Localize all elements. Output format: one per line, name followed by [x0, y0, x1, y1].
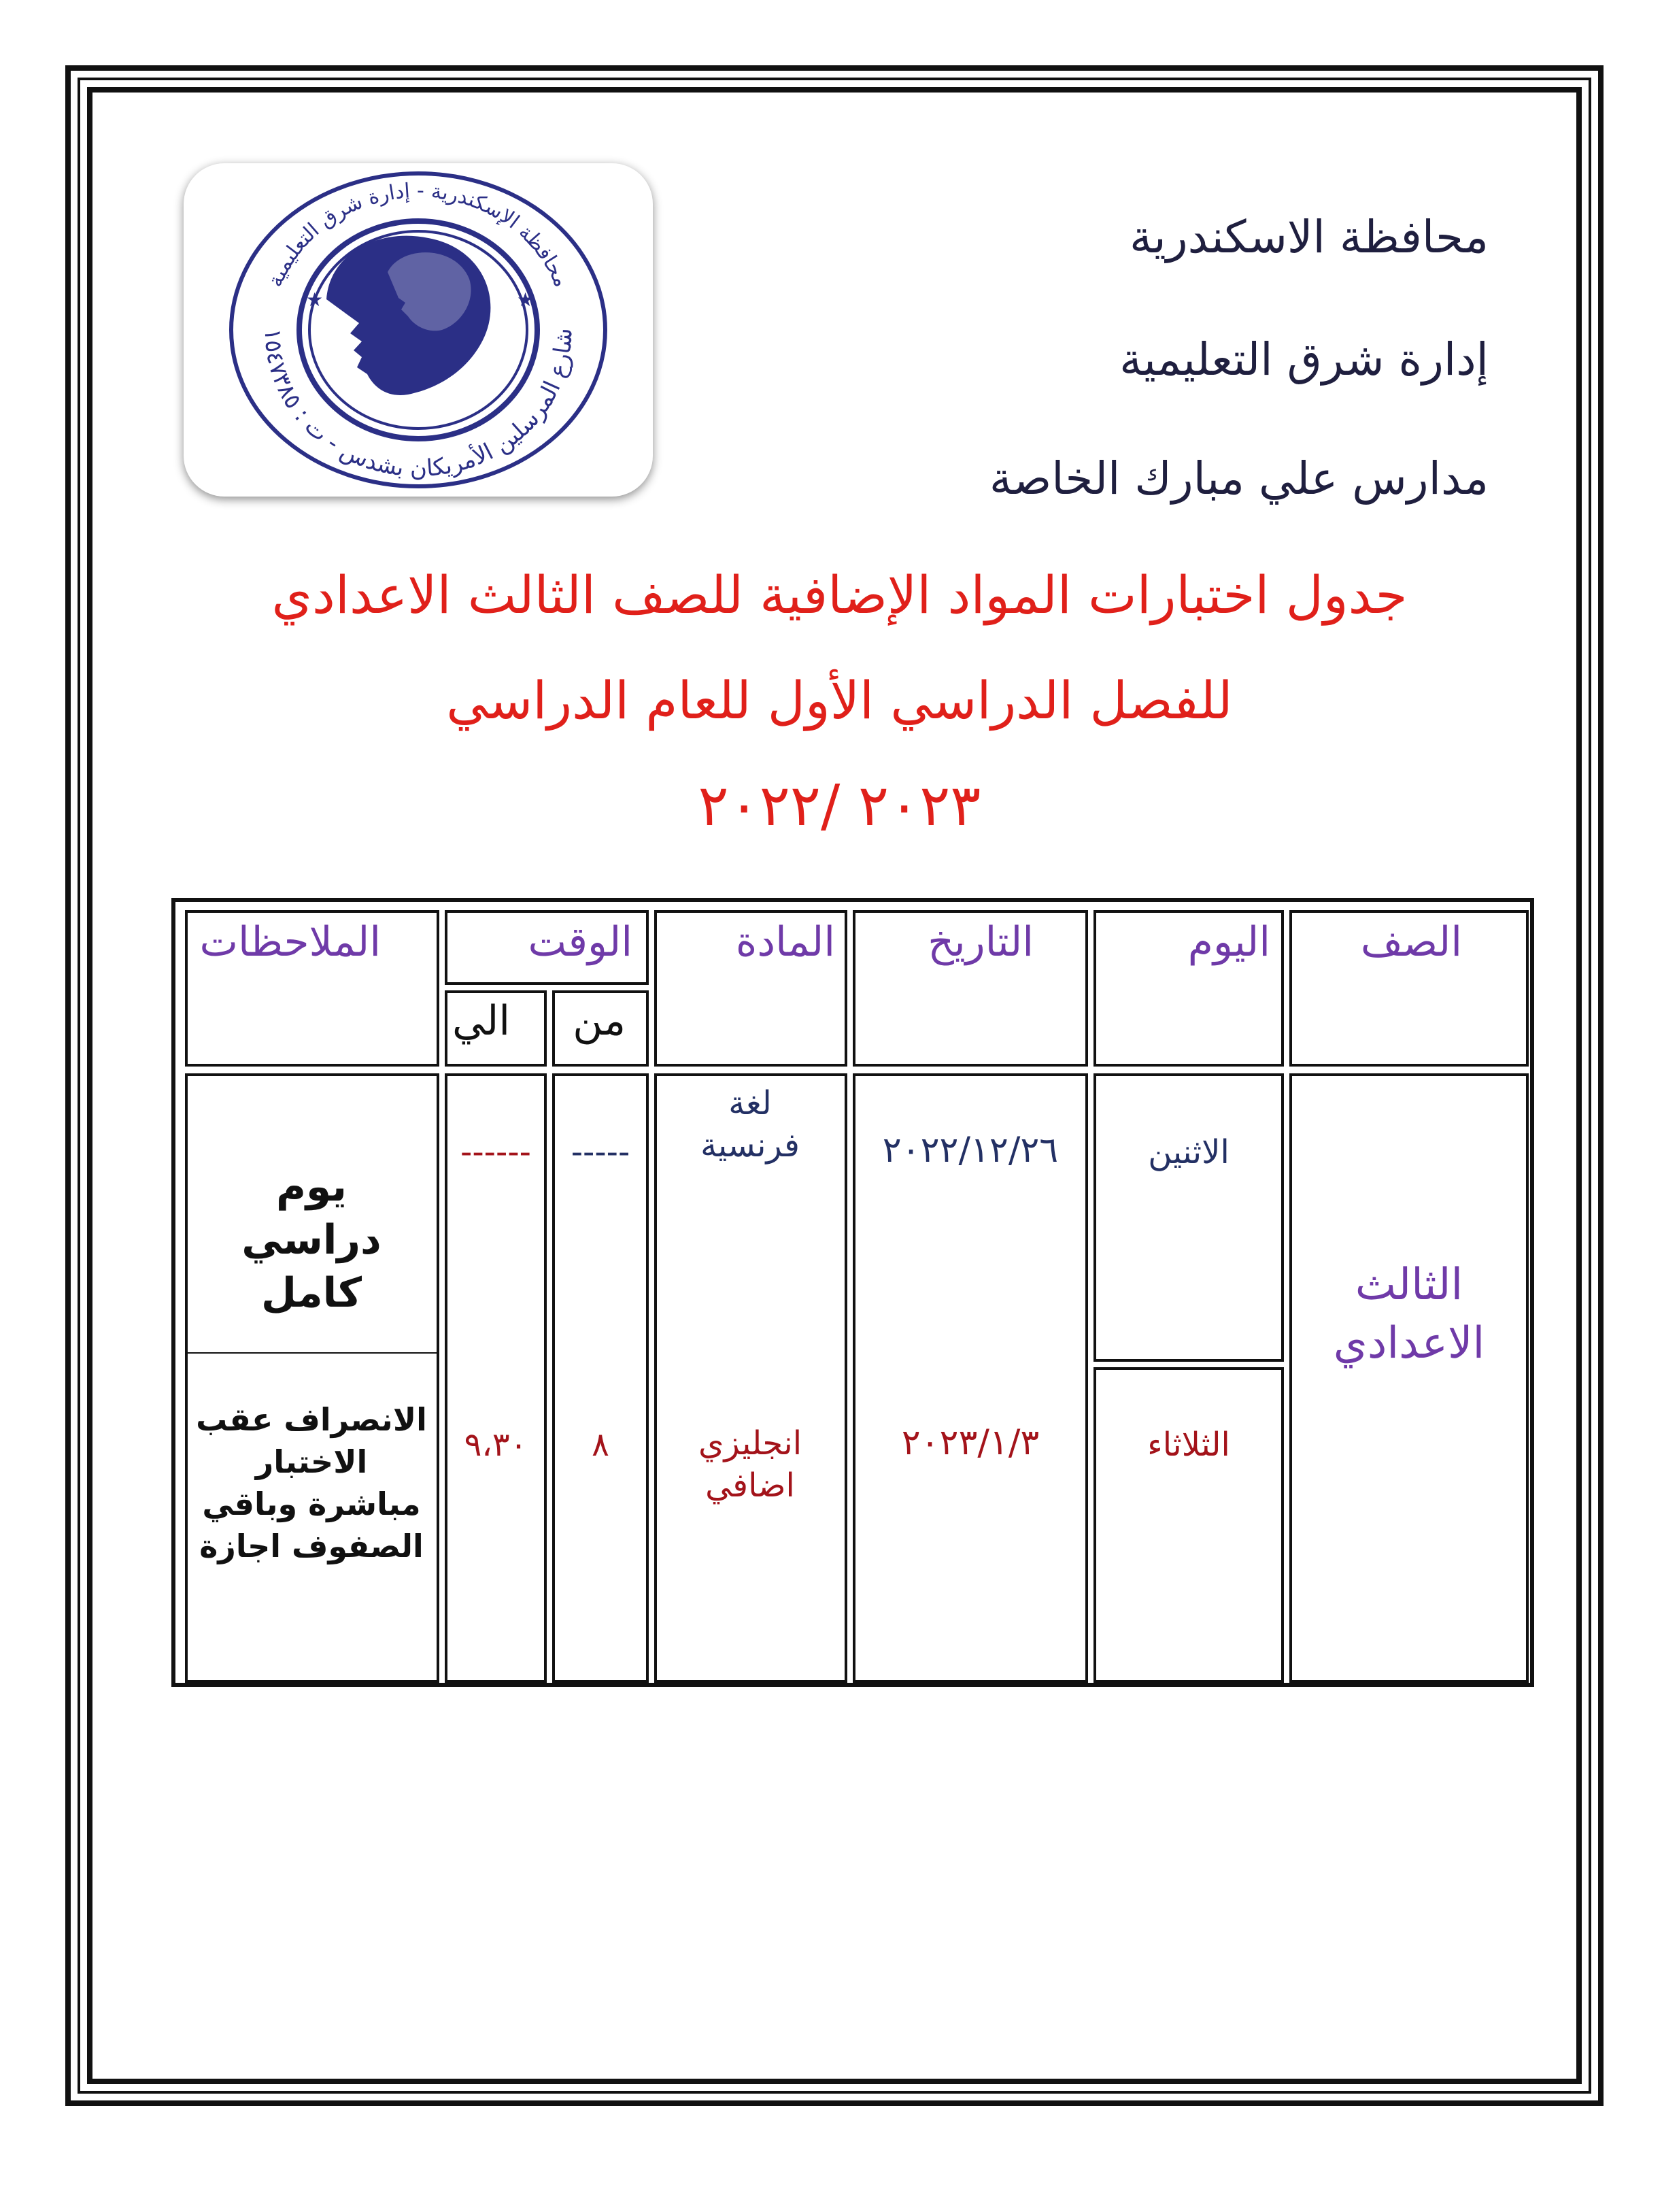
row1-subject: لغة فرنسية: [700, 1084, 800, 1165]
exam-schedule-table: [171, 898, 1534, 1687]
seal-bottom-text: شارع المرسلين الأمريكان بشدس - ت : ١٥٤٧٣٨٥: [258, 327, 578, 483]
header-subject: المادة: [735, 918, 835, 966]
seal-star-right: ★: [517, 288, 535, 311]
header-notes: الملاحظات: [199, 918, 381, 966]
administration-name: إدارة شرق التعليمية: [1119, 333, 1489, 386]
academic-year: ٢٠٢٣ /٢٠٢٢: [698, 772, 981, 839]
row2-day: الثلاثاء: [1147, 1426, 1230, 1464]
governorate-name: محافظة الاسكندرية: [1129, 211, 1489, 263]
grade-value: الثالث الاعدادي: [1333, 1260, 1485, 1369]
school-logo: [184, 163, 653, 497]
row1-day: الاثنين: [1148, 1133, 1229, 1171]
row2-subject: انجليزي اضافي: [698, 1424, 802, 1505]
header-to: الي: [452, 997, 510, 1045]
row1-from: -----: [571, 1133, 630, 1171]
schedule-title: جدول اختبارات المواد الإضافية للصف الثالث الاعدادي: [271, 565, 1408, 625]
header-date: التاريخ: [928, 918, 1034, 966]
grade-cell: [1289, 1073, 1529, 1683]
seal-top-text: محافظة الإسكندرية - إدارة شرق التعليمية: [263, 178, 573, 291]
row1-notes: يوم دراسي كامل: [241, 1163, 381, 1317]
row2-notes: الانصراف عقب الاختبار مباشرة وباقي الصفوف اجازة: [196, 1401, 427, 1565]
day-cell-row1: [1093, 1073, 1284, 1362]
row2-date: ٢٠٢٣/١/٣: [901, 1422, 1040, 1463]
row1-to: ------: [460, 1133, 531, 1171]
header-grade: الصف: [1360, 918, 1462, 966]
seal-star-left: ★: [306, 288, 324, 311]
header-from: من: [573, 997, 626, 1045]
row2-from: ٨: [592, 1426, 609, 1464]
header-time: الوقت: [528, 918, 632, 966]
school-name: مدارس علي مبارك الخاصة: [989, 452, 1489, 505]
row1-date: ٢٠٢٢/١٢/٢٦: [882, 1130, 1059, 1171]
day-cell-row2: [1093, 1367, 1284, 1683]
header-day: اليوم: [1187, 918, 1270, 966]
schedule-subtitle: للفصل الدراسي الأول للعام الدراسي: [446, 670, 1233, 731]
notes-row-divider: [188, 1352, 437, 1354]
row2-to: ٩،٣٠: [464, 1426, 528, 1464]
school-seal-graphic: [184, 163, 653, 497]
